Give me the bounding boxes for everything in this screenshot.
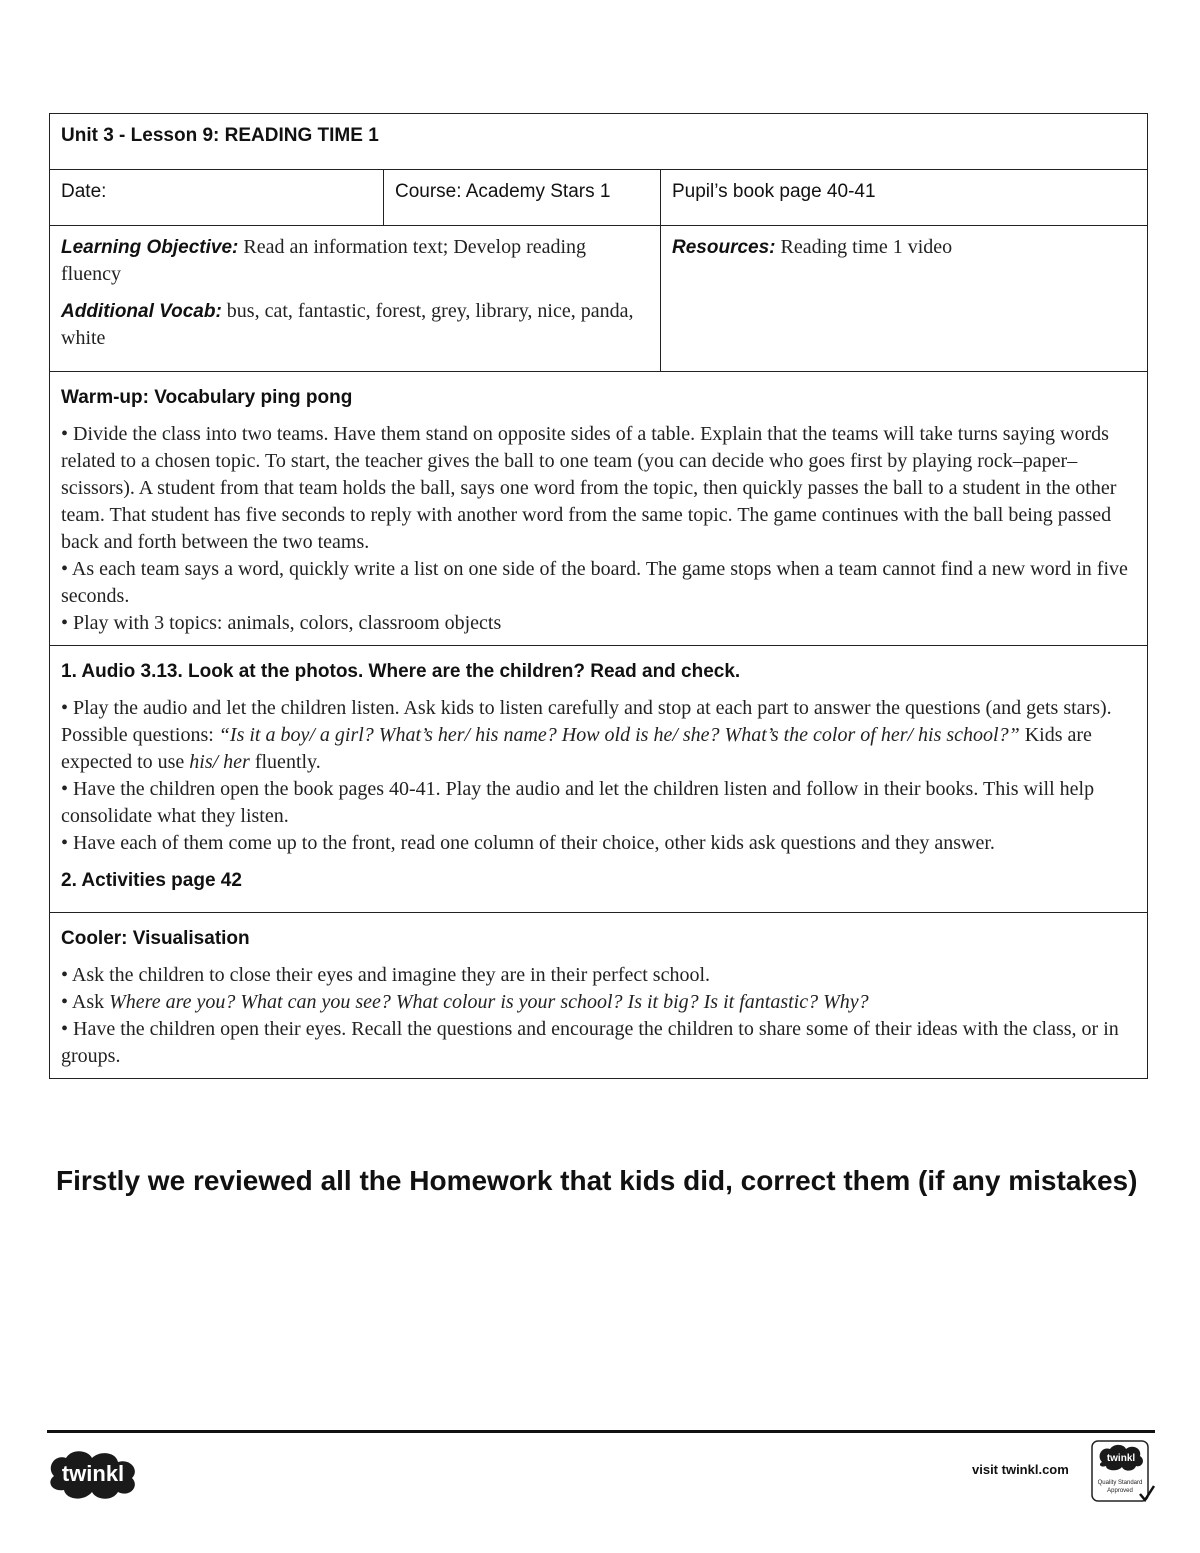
date-cell [50, 170, 384, 226]
additional-vocab [61, 298, 649, 352]
unit-lesson-title: Unit 3 - Lesson 9: READING TIME 1 [61, 125, 379, 146]
activity1-bullet-1-text: • Play the audio and let the children listen. Ask kids to listen carefully and stop at each part to answer the questions (and gets stars). Possible questions: [61, 697, 1112, 746]
objectives-cell [50, 226, 661, 372]
cooler-cell [50, 913, 1148, 1079]
cooler-bullet-1: • Ask the children to close their eyes and imagine they are in their perfect school. [61, 964, 711, 986]
activity2-title: 2. Activities page 42 [61, 870, 242, 891]
course-cell [384, 170, 661, 226]
visit-twinkl-link[interactable]: visit twinkl.com [972, 1462, 1069, 1477]
footer-divider [47, 1430, 1155, 1433]
pupil-book-cell [661, 170, 1148, 226]
lesson-plan-table [49, 113, 1148, 1079]
resources-text: Reading time 1 video [775, 236, 953, 258]
resources [672, 234, 1136, 261]
additional-vocab-text: bus, cat, fantastic, forest, grey, library, nice, panda, white [61, 300, 634, 349]
activity1-bullet-1-text-3: fluently. [249, 751, 321, 773]
cooler-title: Cooler: Visualisation [61, 928, 250, 949]
cooler-bullet-2-text: • Ask [61, 991, 110, 1013]
activity1-bullet-1-text-2: Kids are expected to use [61, 724, 1092, 773]
badge-line-2: Approved [1107, 1488, 1133, 1494]
unit-lesson-cell [50, 114, 1148, 170]
warmup-bullet-1: • Divide the class into two teams. Have them stand on opposite sides of a table. Explain that the teams will take turns saying words related to a chosen topic. To start, the teacher gives the ball to one team (you can decide who goes first by playing rock–paper–scissors). A student from that team holds the ball, says one word from the topic, then quickly passes the ball to a student in the other team. That student has five seconds to reply with another word from the same topic. The game continues with the ball being passed back and forth between the two teams. [61, 423, 1117, 553]
activity1-bullet-1 [61, 695, 1136, 776]
additional-vocab-label: Additional Vocab: [61, 301, 222, 322]
cooler-bullet-2 [61, 989, 1136, 1016]
warmup-cell [50, 372, 1148, 646]
activity1-title: 1. Audio 3.13. Look at the photos. Where are the children? Read and check. [61, 661, 741, 682]
date-label: Date: [61, 181, 107, 202]
homework-review-note: Firstly we reviewed all the Homework that kids did, correct them (if any mistakes) [56, 1165, 1138, 1196]
cooler-questions: Where are you? What can you see? What colour is your school? Is it big? Is it fantastic? Why? [109, 991, 869, 1013]
cooler-bullet-3: • Have the children open their eyes. Recall the questions and encourage the children to share some of their ideas with the class, or in groups. [61, 1018, 1119, 1067]
quality-badge [1090, 1440, 1156, 1504]
badge-line-1: Quality Standard [1097, 1480, 1143, 1486]
activity-cell [50, 646, 1148, 913]
twinkl-logo-text: twinkl [61, 1461, 125, 1486]
resources-cell [661, 226, 1148, 372]
badge-logo-text: twinkl [1106, 1453, 1136, 1464]
warmup-title: Warm-up: Vocabulary ping pong [61, 387, 353, 408]
resources-label: Resources: [672, 237, 776, 258]
activity1-bullet-2: • Have the children open the book pages 40-41. Play the audio and let the children listen and follow in their books. This will help consolidate what they listen. [61, 778, 1095, 827]
activity1-pronouns: his/ her [189, 751, 250, 773]
twinkl-logo [44, 1446, 142, 1502]
activity1-bullet-3: • Have each of them come up to the front, read one column of their choice, other kids ask questions and they answer. [61, 832, 995, 854]
course-label: Course: Academy Stars 1 [395, 181, 611, 202]
activity1-questions: “Is it a boy/ a girl? What’s her/ his name? How old is he/ she? What’s the color of her/ his school?” [218, 724, 1020, 746]
warmup-bullet-3: • Play with 3 topics: animals, colors, classroom objects [61, 612, 502, 634]
learning-objective-text: Read an information text; Develop reading fluency [61, 236, 587, 285]
learning-objective [61, 234, 649, 288]
pupil-book-label: Pupil’s book page 40-41 [672, 181, 876, 202]
learning-objective-label: Learning Objective: [61, 237, 239, 258]
warmup-bullet-2: • As each team says a word, quickly write a list on one side of the board. The game stops when a team cannot find a new word in five seconds. [61, 558, 1128, 607]
